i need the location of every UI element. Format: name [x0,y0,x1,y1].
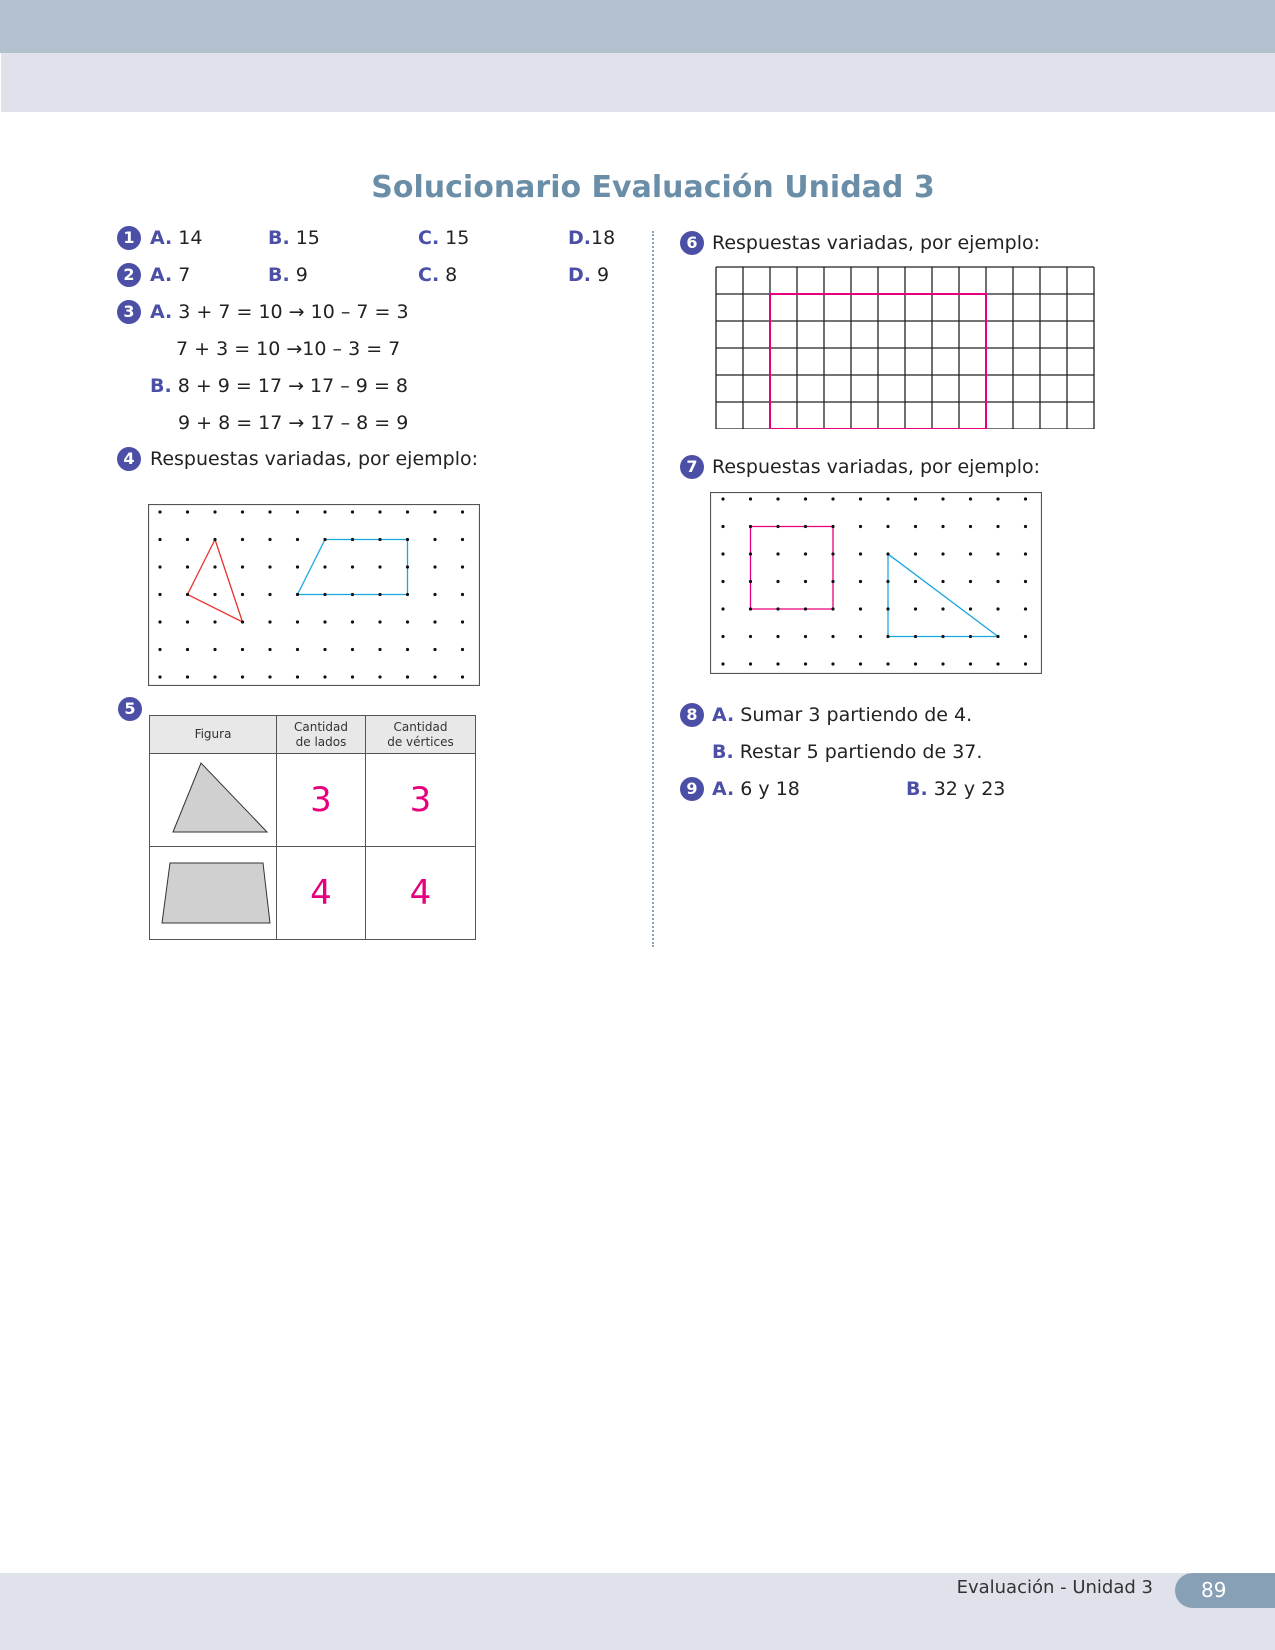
grid-dot [886,607,889,610]
grid-dot [749,497,752,500]
grid-dot [804,525,807,528]
grid-dot [378,620,381,623]
grid-dot [776,607,779,610]
grid-dot [1024,662,1027,665]
answer: 32 y 23 [933,778,1006,800]
q3-a-line2: 7 + 3 = 10 →10 – 3 = 7 [176,338,401,360]
label: D. [568,227,591,249]
q9-b [906,777,1005,801]
vertices-value: 4 [366,847,476,940]
q2-d [568,263,609,287]
grid-dot [996,552,999,555]
grid-dot [186,675,189,678]
q4-text: Respuestas variadas, por ejemplo: [150,448,479,470]
grid-dot [1024,497,1027,500]
grid-dot [351,565,354,568]
column-divider [652,231,654,947]
grid-dot [721,635,724,638]
header-sides-text: Cantidad de lados [294,719,348,749]
grid-dot [296,675,299,678]
grid-dot [776,580,779,583]
grid-dot [213,538,216,541]
table-header [150,716,476,754]
grid-dot [158,620,161,623]
grid-dot [941,552,944,555]
equation: 3 + 7 = 10 → 10 – 7 = 3 [178,301,409,323]
label: D. [568,264,591,286]
q7-text: Respuestas variadas, por ejemplo: [712,456,1041,478]
footer-text: Evaluación - Unidad 3 [956,1577,1153,1598]
grid-dot [241,593,244,596]
grid-dot [378,565,381,568]
grid-dot [323,593,326,596]
grid-dot [1024,607,1027,610]
grid-dot [721,662,724,665]
label: A. [712,704,735,726]
grid-dot [323,648,326,651]
grid-dot [213,675,216,678]
answer: 6 y 18 [740,778,800,800]
grid-dot [268,593,271,596]
grid-dot [859,525,862,528]
grid-dot [996,497,999,500]
grid-dot [914,525,917,528]
grid-dot [996,525,999,528]
grid-dot [804,580,807,583]
grid-dot [241,620,244,623]
grid-dot [186,593,189,596]
grid-dot [749,525,752,528]
label: B. [150,375,172,397]
grid-dot [213,620,216,623]
value: 14 [178,227,203,249]
grid-dot [241,648,244,651]
label: C. [418,264,440,286]
q8-a [712,703,972,727]
grid-dot [186,620,189,623]
grid-dot [749,635,752,638]
grid-dot [268,675,271,678]
trapezoid-figure [150,847,276,935]
grid-dot [831,525,834,528]
grid-dot [1024,552,1027,555]
grid-dot [721,607,724,610]
grid-dot [296,648,299,651]
label: A. [712,778,735,800]
grid-dot [378,648,381,651]
equation: 8 + 9 = 17 → 17 – 9 = 8 [177,375,408,397]
grid-dot [996,580,999,583]
grid-dot [186,538,189,541]
page-title: Solucionario Evaluación Unidad 3 [371,170,935,205]
value: 9 [295,264,308,286]
grid-dot [721,580,724,583]
grid-dot [406,565,409,568]
label: B. [268,264,290,286]
grid-dot [351,648,354,651]
grid-dot [296,620,299,623]
grid-dot [859,662,862,665]
dot-grid-q7 [710,492,1042,674]
grid-dot [886,525,889,528]
vertices-value: 3 [366,754,476,847]
grid-dot [914,662,917,665]
table-row [150,754,476,847]
grid-dot [886,662,889,665]
grid-dot [241,510,244,513]
grid-dot [914,607,917,610]
grid-dot [378,593,381,596]
grid-dot [186,565,189,568]
grid-dot [406,593,409,596]
grid-dot [776,635,779,638]
grid-dot [351,675,354,678]
grid-dot [831,497,834,500]
grid-dot [158,510,161,513]
grid-dot [406,648,409,651]
grid-dot [749,552,752,555]
question-number-6: 6 [680,231,704,255]
grid-dot [941,607,944,610]
question-number-3: 3 [117,300,141,324]
dot-grid-q4 [148,504,480,686]
q8-b [712,740,982,764]
q2-b [268,263,308,287]
answer: Sumar 3 partiendo de 4. [740,704,973,726]
grid-dot [461,620,464,623]
grid-dot [323,538,326,541]
grid-dot [969,635,972,638]
grid-dot [804,662,807,665]
grid-dot [241,538,244,541]
page-number: 89 [1175,1573,1275,1608]
grid-dot [461,593,464,596]
grid-dot [433,565,436,568]
grid-dot [996,635,999,638]
header-vertices [366,716,476,754]
grid-dot [776,662,779,665]
label: C. [418,227,440,249]
grid-dot [268,538,271,541]
grid-dot [461,565,464,568]
grid-dot [158,675,161,678]
grid-dot [323,675,326,678]
blue-right-triangle [888,554,998,637]
q3-b-line2: 9 + 8 = 17 → 17 – 8 = 9 [178,412,409,434]
q1-b [268,226,320,250]
header-vertices-text: Cantidad de vértices [387,719,454,749]
grid-dot [158,538,161,541]
label: A. [150,264,173,286]
label: B. [712,741,734,763]
grid-border [711,493,1042,674]
label: A. [150,227,173,249]
q1-c [418,226,469,250]
header-band [0,0,1275,53]
grid-dot [461,675,464,678]
question-number-8: 8 [680,703,704,727]
grid-dot [378,538,381,541]
grid-dot [461,538,464,541]
grid-dot [776,525,779,528]
value: 18 [591,227,616,249]
label: B. [268,227,290,249]
pink-square [751,527,834,610]
grid-dot [941,635,944,638]
grid-dot [296,593,299,596]
grid-dot [268,510,271,513]
header-subband [1,53,1275,112]
grid-dot [831,607,834,610]
grid-dot [461,648,464,651]
grid-dot [268,565,271,568]
question-number-2: 2 [117,263,141,287]
grid-dot [969,580,972,583]
value: 15 [295,227,320,249]
table-row [150,847,476,940]
grid-dot [914,635,917,638]
square-grid-q6 [715,266,1095,429]
grid-dot [969,552,972,555]
answer: Restar 5 partiendo de 37. [739,741,983,763]
grid-dot [461,510,464,513]
question-number-4: 4 [117,447,141,471]
grid-dot [296,538,299,541]
q9-a [712,777,800,801]
grid-dot [213,593,216,596]
grid-dot [996,662,999,665]
grid-dot [351,538,354,541]
grid-dot [886,580,889,583]
grid-dot [433,675,436,678]
grid-dot [1024,580,1027,583]
grid-dot [831,580,834,583]
grid-dot [914,552,917,555]
grid-dot [831,635,834,638]
grid-dot [886,552,889,555]
header-sides [277,716,366,754]
grid-dot [804,552,807,555]
grid-dot [378,675,381,678]
grid-dot [914,580,917,583]
question-number-7: 7 [680,455,704,479]
grid-dot [749,580,752,583]
grid-dot [406,675,409,678]
q1-d [568,226,615,250]
grid-dot [296,510,299,513]
grid-dot [721,552,724,555]
grid-dot [213,510,216,513]
grid-dot [323,620,326,623]
grid-dot [406,538,409,541]
q2-a [150,263,190,287]
grid-dot [351,510,354,513]
grid-dot [241,675,244,678]
red-triangle [188,540,243,623]
grid-dot [969,497,972,500]
sides-value: 3 [277,754,366,847]
grid-dot [721,497,724,500]
grid-dot [914,497,917,500]
grid-dot [941,497,944,500]
grid-dot [804,607,807,610]
grid-dot [433,538,436,541]
grid-dot [378,510,381,513]
grid-dot [886,497,889,500]
grid-dot [749,607,752,610]
grid-dot [859,607,862,610]
grid-dot [996,607,999,610]
grid-dot [969,525,972,528]
grid-dot [1024,635,1027,638]
grid-dot [268,648,271,651]
grid-dot [296,565,299,568]
figure-cell [150,754,277,847]
grid-dot [969,607,972,610]
grid-dot [941,662,944,665]
grid-dot [433,648,436,651]
grid-dot [1024,525,1027,528]
triangle-figure [150,754,276,842]
grid-dot [941,525,944,528]
grid-dot [406,510,409,513]
grid-dot [433,510,436,513]
q1-a [150,226,202,250]
grid-dot [323,510,326,513]
q2-c [418,263,457,287]
grid-dot [969,662,972,665]
grid-dot [859,552,862,555]
grid-dot [158,648,161,651]
grid-dot [831,552,834,555]
grid-dot [213,565,216,568]
question-number-5: 5 [118,697,142,721]
label: B. [906,778,928,800]
grid-dot [831,662,834,665]
value: 8 [445,264,458,286]
question-number-1: 1 [117,226,141,250]
label: A. [150,301,173,323]
grid-dot [776,497,779,500]
q3-b [150,374,408,398]
grid-dot [158,565,161,568]
grid-dot [941,580,944,583]
grid-dot [186,510,189,513]
value: 9 [597,264,610,286]
grid-dot [749,662,752,665]
grid-dot [859,580,862,583]
grid-dot [776,552,779,555]
grid-dot [859,497,862,500]
shapes-table [149,715,476,940]
grid-dot [351,620,354,623]
grid-dot [268,620,271,623]
grid-dot [721,525,724,528]
question-number-9: 9 [680,777,704,801]
sides-value: 4 [277,847,366,940]
grid-dot [804,497,807,500]
grid-dot [804,635,807,638]
q3-a [150,300,409,324]
grid-dot [186,648,189,651]
header-figure: Figura [150,716,277,754]
value: 15 [445,227,470,249]
grid-dot [859,635,862,638]
grid-dot [886,635,889,638]
q6-text: Respuestas variadas, por ejemplo: [712,232,1041,254]
grid-dot [241,565,244,568]
grid-dot [213,648,216,651]
grid-dot [351,593,354,596]
value: 7 [178,264,191,286]
grid-dot [406,620,409,623]
grid-dot [433,620,436,623]
grid-dot [158,593,161,596]
figure-cell [150,847,277,940]
grid-dot [323,565,326,568]
grid-dot [433,593,436,596]
